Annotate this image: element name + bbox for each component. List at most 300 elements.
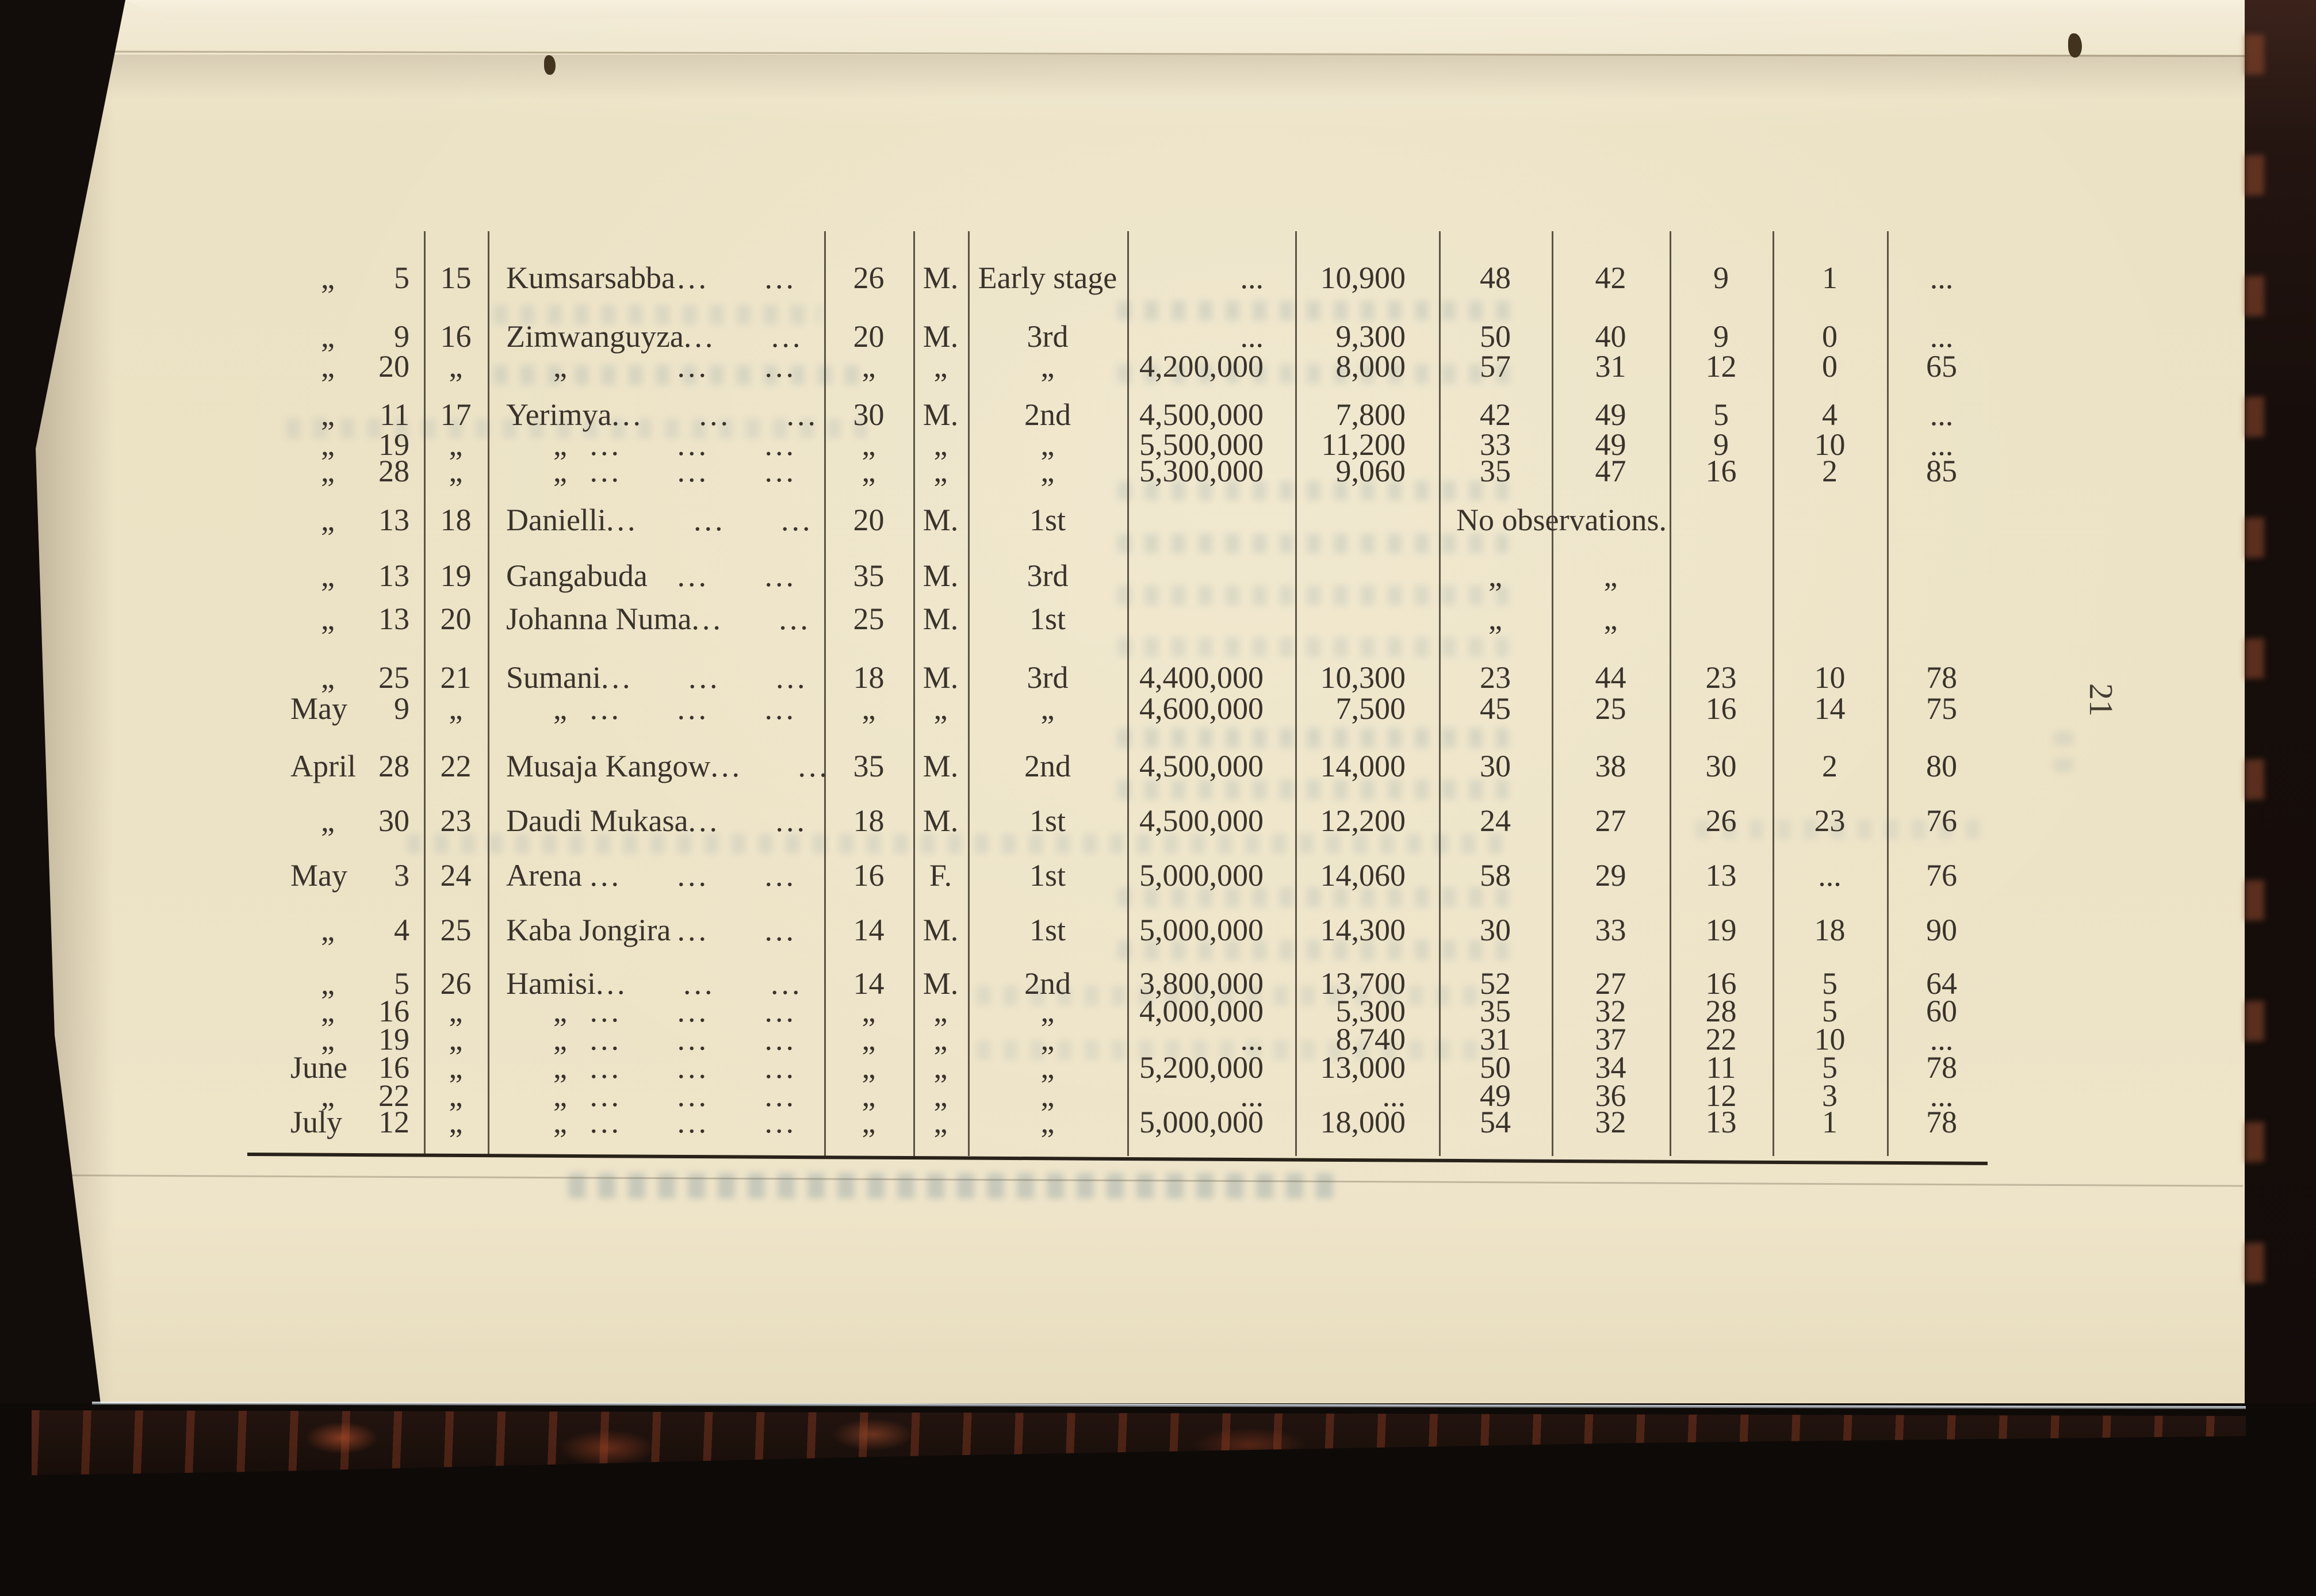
cell-value: 0 <box>1822 349 1838 384</box>
leader-dots: ... ... ... <box>589 454 797 488</box>
cell-case-number: „ <box>449 1022 463 1057</box>
cell-value: ... <box>1930 427 1954 462</box>
cell-sex: „ <box>933 427 948 462</box>
cell-value: 10 <box>1814 427 1846 462</box>
cell-red-count: ... <box>1240 319 1264 354</box>
cell-value: 32 <box>1595 994 1626 1028</box>
cell-red-count: 5,000,000 <box>1139 858 1264 893</box>
patient-name: Sumani <box>506 660 602 695</box>
cell-age: 20 <box>853 503 885 537</box>
cell-value: 14 <box>1814 691 1846 726</box>
cell-red-count: 4,600,000 <box>1139 691 1264 726</box>
patient-name: „ <box>553 691 567 726</box>
cell-value: 1 <box>1822 261 1838 295</box>
cell-date-month: „ <box>321 913 335 947</box>
cell-value: 34 <box>1595 1050 1626 1085</box>
cell-white-count: 8,740 <box>1335 1022 1406 1057</box>
cell-case-number: 20 <box>440 602 472 636</box>
leader-dots: ... ... ... <box>611 397 819 432</box>
cell-date-month: „ <box>321 966 335 1001</box>
cell-case-number: „ <box>449 691 463 726</box>
cell-value: ... <box>1930 1078 1954 1113</box>
cell-value <box>1887 597 1996 641</box>
cell-value: 4 <box>1822 397 1838 432</box>
cell-date-month: April <box>290 749 356 783</box>
cell-age: „ <box>862 427 876 462</box>
cell-value: 24 <box>1480 803 1511 838</box>
cell-value: 80 <box>1926 749 1957 783</box>
cell-white-count: 14,060 <box>1320 858 1406 893</box>
cell-date-day: 13 <box>378 503 409 537</box>
cell-value: 45 <box>1480 691 1511 726</box>
cell-date-day: 28 <box>378 454 409 488</box>
cell-value: 2 <box>1822 749 1838 783</box>
patient-name: „ <box>553 994 567 1028</box>
cell-stage: „ <box>1040 1078 1055 1113</box>
cell-case-number: 22 <box>440 749 472 783</box>
cell-value: 12 <box>1705 1078 1737 1113</box>
patient-name: Yerimya <box>506 397 612 432</box>
cell-date-day: 9 <box>394 319 409 354</box>
cell-age: 30 <box>853 397 885 432</box>
leader-dots: ... ... ... <box>589 1050 797 1085</box>
cell-value: 42 <box>1595 261 1626 295</box>
cell-sex: M. <box>922 660 959 695</box>
cell-name <box>488 498 824 542</box>
cell-white-count: 8,000 <box>1335 349 1406 384</box>
cell-case-number: 18 <box>440 503 472 537</box>
cell-date-month: „ <box>321 427 335 462</box>
cell-stage: 1st <box>1029 602 1066 636</box>
cell-red-count: 3,800,000 <box>1139 966 1264 1001</box>
cell-value: 90 <box>1926 913 1957 947</box>
cell-age: 35 <box>853 558 885 593</box>
cell-name <box>488 597 824 641</box>
cell-red-count: 5,000,000 <box>1139 913 1264 947</box>
cell-case-number: „ <box>449 427 463 462</box>
cell-case-number: 17 <box>440 397 472 432</box>
patient-name: Danielli <box>506 503 606 537</box>
cell-value: 9 <box>1713 319 1729 354</box>
cell-sex: „ <box>933 1050 948 1085</box>
cell-value: 13 <box>1705 1105 1737 1139</box>
cell-age: „ <box>862 454 876 488</box>
cell-white-count: 10,900 <box>1320 261 1406 295</box>
cell-case-number: 21 <box>440 660 472 695</box>
cell-red-count: 4,500,000 <box>1139 749 1264 783</box>
cell-value: 27 <box>1595 966 1626 1001</box>
cell-value: 35 <box>1480 454 1511 488</box>
cell-value: 27 <box>1595 803 1626 838</box>
cell-value: 13 <box>1705 858 1737 893</box>
cell-date-month: May <box>290 691 347 726</box>
table-row <box>0 1100 2316 1144</box>
patient-name: Hamisi <box>506 966 596 1001</box>
cell-white-count <box>1295 498 1439 542</box>
table-row <box>0 345 2316 388</box>
patient-name: „ <box>553 1050 567 1085</box>
cell-stage: 1st <box>1029 503 1066 537</box>
cell-case-number: „ <box>449 1050 463 1085</box>
cell-date-month: „ <box>321 803 335 838</box>
cell-red-count <box>1127 498 1295 542</box>
cell-white-count: 14,300 <box>1320 913 1406 947</box>
cell-value: 23 <box>1814 803 1846 838</box>
cell-value: ... <box>1818 858 1842 893</box>
cell-value: 50 <box>1480 1050 1511 1085</box>
cell-case-number: „ <box>449 1105 463 1139</box>
cell-date-day: 19 <box>378 427 409 462</box>
cell-date-day: 4 <box>394 913 409 947</box>
cell-red-count: 4,400,000 <box>1139 660 1264 695</box>
table-bottom-rule <box>247 1153 1988 1165</box>
cell-case-number: „ <box>449 349 463 384</box>
cell-value: 42 <box>1480 397 1511 432</box>
table-row <box>0 449 2316 493</box>
cell-sex: M. <box>922 803 959 838</box>
cell-value: 25 <box>1595 691 1626 726</box>
cell-sex: M. <box>922 319 959 354</box>
cell-value <box>1887 554 1996 598</box>
cell-age: 16 <box>853 858 885 893</box>
table-row <box>0 597 2316 641</box>
cell-value: 52 <box>1480 966 1511 1001</box>
table-row <box>0 687 2316 730</box>
cell-value: 19 <box>1705 913 1737 947</box>
cell-stage: 1st <box>1029 803 1066 838</box>
cell-value: 11 <box>1706 1050 1736 1085</box>
cell-date-day: 19 <box>378 1022 409 1057</box>
cell-sex: „ <box>933 1105 948 1139</box>
cell-value: 16 <box>1705 966 1737 1001</box>
cell-value: 5 <box>1822 994 1838 1028</box>
no-observations-note: No observations. <box>1456 503 1667 537</box>
cell-case-number: „ <box>449 1078 463 1113</box>
cell-white-count: 10,300 <box>1320 660 1406 695</box>
cell-date-month: „ <box>321 602 335 636</box>
cell-date-day: 5 <box>394 966 409 1001</box>
cell-sex: M. <box>922 966 959 1001</box>
cell-sex: M. <box>922 261 959 295</box>
cell-value: ... <box>1930 261 1954 295</box>
cell-red-count: 4,500,000 <box>1139 803 1264 838</box>
cell-stage: „ <box>1040 427 1055 462</box>
cell-white-count: 5,300 <box>1335 994 1406 1028</box>
cell-sex: „ <box>933 1078 948 1113</box>
cell-white-count: 12,200 <box>1320 803 1406 838</box>
leader-dots: ... ... <box>691 602 811 636</box>
cell-date-day: 22 <box>378 1078 409 1113</box>
cell-value: 26 <box>1705 803 1737 838</box>
cell-case-number: 25 <box>440 913 472 947</box>
cell-value: 47 <box>1595 454 1626 488</box>
cell-stage: 3rd <box>1027 558 1069 593</box>
cell-date-month: „ <box>321 994 335 1028</box>
cell-value: 44 <box>1595 660 1626 695</box>
cell-value: 9 <box>1713 427 1729 462</box>
cell-value: 16 <box>1705 691 1737 726</box>
cell-red-count: 4,000,000 <box>1139 994 1264 1028</box>
table-row <box>0 256 2316 300</box>
marbling-texture <box>32 1407 2246 1475</box>
cell-value: „ <box>1603 602 1618 636</box>
cell-age: „ <box>862 691 876 726</box>
cell-value: 40 <box>1595 319 1626 354</box>
cell-date-month: „ <box>321 660 335 695</box>
cell-date-day: 28 <box>378 749 409 783</box>
cell-value: 5 <box>1713 397 1729 432</box>
cell-red-count: ... <box>1240 1078 1264 1113</box>
cell-white-count: 11,200 <box>1321 427 1406 462</box>
cell-value: 76 <box>1926 803 1957 838</box>
cell-value: 23 <box>1705 660 1737 695</box>
cell-white-count <box>1295 554 1439 598</box>
cell-value: 33 <box>1480 427 1511 462</box>
cell-case-number: 19 <box>440 558 472 593</box>
page-number: 21 <box>2083 683 2120 717</box>
cell-stage: 3rd <box>1027 660 1069 695</box>
cell-date-month: July <box>290 1105 343 1139</box>
cell-age: 14 <box>853 966 885 1001</box>
cell-name <box>488 256 824 300</box>
table-row <box>0 744 2316 788</box>
cell-name <box>488 687 824 730</box>
cell-date-day: 3 <box>394 858 409 893</box>
table-row <box>0 908 2316 952</box>
cell-stage: 2nd <box>1024 397 1071 432</box>
cell-value: 50 <box>1480 319 1511 354</box>
cell-value: 31 <box>1595 349 1626 384</box>
cell-name <box>488 854 824 897</box>
cell-stage: „ <box>1040 691 1055 726</box>
cell-stage: „ <box>1040 454 1055 488</box>
patient-name: „ <box>553 349 567 384</box>
cell-name <box>488 744 830 788</box>
patient-name: Gangabuda <box>506 558 648 593</box>
cell-stage: Early stage <box>978 261 1117 295</box>
cell-value <box>1887 498 1996 542</box>
cell-red-count <box>1127 597 1295 641</box>
leader-dots: ... ... <box>677 261 797 295</box>
table-row <box>0 498 2316 542</box>
cell-red-count: 4,500,000 <box>1139 397 1264 432</box>
cell-value: 3 <box>1822 1078 1838 1113</box>
leader-dots: ... ... ... <box>589 1022 797 1057</box>
leader-dots: ... ... ... <box>589 858 797 893</box>
cell-date-day: 11 <box>380 397 409 432</box>
cell-value: 64 <box>1926 966 1957 1001</box>
cell-white-count: 7,800 <box>1335 397 1406 432</box>
leader-dots: ... ... ... <box>596 966 803 1001</box>
cell-name <box>488 908 824 952</box>
cell-value: 18 <box>1814 913 1846 947</box>
cell-white-count: 13,700 <box>1320 966 1406 1001</box>
patient-name: Kaba Jongira <box>506 913 671 947</box>
cell-value: 85 <box>1926 454 1957 488</box>
cell-value: 29 <box>1595 858 1626 893</box>
cell-date-month: „ <box>321 503 335 537</box>
cell-value: 76 <box>1926 858 1957 893</box>
cell-sex: „ <box>933 349 948 384</box>
cell-date-day: 5 <box>394 261 409 295</box>
leader-dots: ... ... ... <box>589 994 797 1028</box>
cell-name <box>488 345 824 388</box>
cell-age: 26 <box>853 261 885 295</box>
cell-value: „ <box>1488 558 1502 593</box>
cell-date-day: 25 <box>378 660 409 695</box>
cell-white-count: 13,000 <box>1320 1050 1406 1085</box>
cell-red-count: 5,200,000 <box>1139 1050 1264 1085</box>
cell-sex: M. <box>922 602 959 636</box>
patient-name: Kumsarsabba <box>506 261 675 295</box>
cell-date-day: 9 <box>394 691 409 726</box>
cell-age: „ <box>862 1105 876 1139</box>
leader-dots: ... ... ... <box>589 1078 797 1113</box>
cell-sex: „ <box>933 994 948 1028</box>
cell-white-count: 9,060 <box>1335 454 1406 488</box>
cell-value: 32 <box>1595 1105 1626 1139</box>
cell-value: 38 <box>1595 749 1626 783</box>
leader-dots: ... ... ... <box>589 1105 797 1139</box>
cell-value: 35 <box>1480 994 1511 1028</box>
cell-stage: „ <box>1040 349 1055 384</box>
cell-value: 5 <box>1822 1050 1838 1085</box>
patient-name: „ <box>553 1022 567 1057</box>
leader-dots: ... ... ... <box>601 660 808 695</box>
cell-sex: M. <box>922 558 959 593</box>
patient-name: Musaja Kangow <box>506 749 711 783</box>
cell-value: ... <box>1930 319 1954 354</box>
cell-value <box>1670 498 1773 542</box>
cell-stage: 2nd <box>1024 749 1071 783</box>
cell-date-month: June <box>290 1050 347 1085</box>
cell-case-number: 15 <box>440 261 472 295</box>
cell-white-count: 7,500 <box>1335 691 1406 726</box>
cell-value <box>1670 554 1773 598</box>
patient-name: „ <box>553 1105 567 1139</box>
cell-value: 23 <box>1480 660 1511 695</box>
cell-red-count <box>1127 554 1295 598</box>
cell-sex: „ <box>933 691 948 726</box>
cell-date-month: „ <box>321 558 335 593</box>
marbling-texture <box>2245 35 2264 1357</box>
cell-case-number: 16 <box>440 319 472 354</box>
cell-case-number: 26 <box>440 966 472 1001</box>
cell-stage: „ <box>1040 1022 1055 1057</box>
cell-stage: 2nd <box>1024 966 1071 1001</box>
patient-name: Daudi Mukasa <box>506 803 688 838</box>
cell-sex: M. <box>922 913 959 947</box>
leader-dots: ... ... ... <box>589 691 797 726</box>
patient-name: Zimwanguyza <box>506 319 684 354</box>
cell-sex: „ <box>933 1022 948 1057</box>
cell-value: 10 <box>1814 660 1846 695</box>
cell-red-count: 4,200,000 <box>1139 349 1264 384</box>
cell-name <box>488 449 824 493</box>
cell-age: „ <box>862 994 876 1028</box>
cell-age: 14 <box>853 913 885 947</box>
cell-stage: „ <box>1040 994 1055 1028</box>
cell-date-day: 30 <box>378 803 409 838</box>
leader-dots: ... ... <box>688 803 807 838</box>
cell-case-number: 24 <box>440 858 472 893</box>
cell-value: 36 <box>1595 1078 1626 1113</box>
cell-date-month: „ <box>321 1022 335 1057</box>
cell-date-month: „ <box>321 319 335 354</box>
cell-age: 35 <box>853 749 885 783</box>
cell-date-month: „ <box>321 1078 335 1113</box>
cell-red-count: 5,000,000 <box>1139 1105 1264 1139</box>
cell-value <box>1670 597 1773 641</box>
cell-white-count: 18,000 <box>1320 1105 1406 1139</box>
cell-value: 33 <box>1595 913 1626 947</box>
cell-value: 49 <box>1480 1078 1511 1113</box>
cell-value: 30 <box>1705 749 1737 783</box>
cell-date-day: 20 <box>378 349 409 384</box>
patient-name: „ <box>553 427 567 462</box>
cell-value: 31 <box>1480 1022 1511 1057</box>
cell-value: 12 <box>1705 349 1737 384</box>
cell-white-count: 9,300 <box>1335 319 1406 354</box>
cell-age: 18 <box>853 660 885 695</box>
cell-value: 1 <box>1822 1105 1838 1139</box>
cell-date-day: 12 <box>378 1105 409 1139</box>
cell-date-month: „ <box>321 261 335 295</box>
cell-value: „ <box>1603 558 1618 593</box>
cell-value: „ <box>1488 602 1502 636</box>
leader-dots: ... ... <box>677 558 797 593</box>
cell-value <box>1773 554 1887 598</box>
cell-red-count: ... <box>1240 261 1264 295</box>
cell-value: 78 <box>1926 660 1957 695</box>
cell-stage: „ <box>1040 1105 1055 1139</box>
cell-case-number: „ <box>449 994 463 1028</box>
patient-name: Arena <box>506 858 582 893</box>
cell-value: 65 <box>1926 349 1957 384</box>
cell-sex: M. <box>922 749 959 783</box>
leader-dots: ... ... <box>710 749 830 783</box>
cell-value: 2 <box>1822 454 1838 488</box>
cell-date-day: 13 <box>378 558 409 593</box>
cell-age: „ <box>862 1078 876 1113</box>
cell-value: 0 <box>1822 319 1838 354</box>
cell-value: 48 <box>1480 261 1511 295</box>
book-cover-edge-right <box>2245 0 2316 1596</box>
cell-value: 49 <box>1595 397 1626 432</box>
cell-red-count: ... <box>1240 1022 1264 1057</box>
cell-value: 60 <box>1926 994 1957 1028</box>
cell-stage: 3rd <box>1027 319 1069 354</box>
cell-date-month: „ <box>321 349 335 384</box>
cell-date-month: „ <box>321 454 335 488</box>
cell-date-day: 16 <box>378 994 409 1028</box>
cell-name <box>488 799 824 843</box>
cell-value: 16 <box>1705 454 1737 488</box>
leader-dots: ... ... ... <box>606 503 813 537</box>
book-page <box>33 0 2245 1409</box>
cell-age: 18 <box>853 803 885 838</box>
cell-value: 10 <box>1814 1022 1846 1057</box>
cell-age: „ <box>862 1050 876 1085</box>
cell-case-number: 23 <box>440 803 472 838</box>
cell-age: 25 <box>853 602 885 636</box>
cell-age: „ <box>862 349 876 384</box>
cell-date-month: May <box>290 858 347 893</box>
cell-date-day: 13 <box>378 602 409 636</box>
patient-name: „ <box>553 454 567 488</box>
leader-dots: ... ... <box>677 913 797 947</box>
table-row <box>0 854 2316 897</box>
